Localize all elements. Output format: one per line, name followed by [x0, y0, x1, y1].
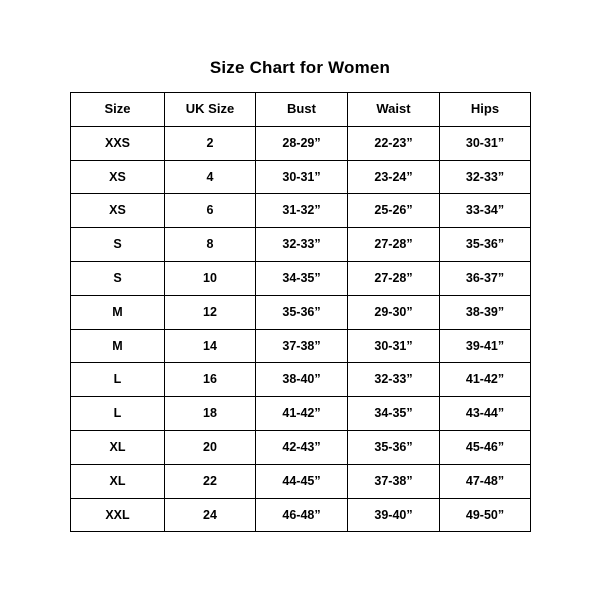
- cell-size: L: [71, 363, 165, 397]
- cell-hips: 30-31”: [440, 126, 531, 160]
- cell-size: S: [71, 261, 165, 295]
- cell-waist: 37-38”: [348, 464, 440, 498]
- cell-uk-size: 2: [165, 126, 256, 160]
- cell-waist: 27-28”: [348, 261, 440, 295]
- cell-bust: 41-42”: [256, 397, 348, 431]
- cell-bust: 35-36”: [256, 295, 348, 329]
- cell-hips: 49-50”: [440, 498, 531, 532]
- cell-uk-size: 6: [165, 194, 256, 228]
- table-header-row: [71, 93, 531, 127]
- cell-hips: 45-46”: [440, 430, 531, 464]
- cell-hips: 38-39”: [440, 295, 531, 329]
- cell-bust: 28-29”: [256, 126, 348, 160]
- cell-waist: 35-36”: [348, 430, 440, 464]
- table-body: [71, 126, 531, 532]
- cell-bust: 37-38”: [256, 329, 348, 363]
- table-row: [71, 228, 531, 262]
- cell-bust: 34-35”: [256, 261, 348, 295]
- cell-size: M: [71, 329, 165, 363]
- cell-bust: 38-40”: [256, 363, 348, 397]
- cell-waist: 25-26”: [348, 194, 440, 228]
- cell-hips: 39-41”: [440, 329, 531, 363]
- table-row: [71, 363, 531, 397]
- size-chart-table: [70, 92, 531, 532]
- cell-uk-size: 22: [165, 464, 256, 498]
- cell-waist: 27-28”: [348, 228, 440, 262]
- cell-hips: 41-42”: [440, 363, 531, 397]
- cell-size: XL: [71, 430, 165, 464]
- cell-uk-size: 16: [165, 363, 256, 397]
- table-row: [71, 160, 531, 194]
- cell-size: XL: [71, 464, 165, 498]
- size-chart-table-container: [70, 92, 530, 532]
- cell-hips: 47-48”: [440, 464, 531, 498]
- cell-waist: 23-24”: [348, 160, 440, 194]
- table-row: [71, 397, 531, 431]
- column-header-uk-size: UK Size: [165, 93, 256, 127]
- cell-size: L: [71, 397, 165, 431]
- cell-waist: 30-31”: [348, 329, 440, 363]
- cell-uk-size: 10: [165, 261, 256, 295]
- cell-waist: 29-30”: [348, 295, 440, 329]
- table-row: [71, 464, 531, 498]
- table-row: [71, 430, 531, 464]
- cell-size: XS: [71, 194, 165, 228]
- cell-hips: 35-36”: [440, 228, 531, 262]
- column-header-waist: Waist: [348, 93, 440, 127]
- cell-size: M: [71, 295, 165, 329]
- cell-uk-size: 18: [165, 397, 256, 431]
- table-header: [71, 93, 531, 127]
- cell-uk-size: 4: [165, 160, 256, 194]
- cell-size: XS: [71, 160, 165, 194]
- table-row: [71, 261, 531, 295]
- cell-bust: 42-43”: [256, 430, 348, 464]
- cell-bust: 32-33”: [256, 228, 348, 262]
- cell-bust: 46-48”: [256, 498, 348, 532]
- column-header-hips: Hips: [440, 93, 531, 127]
- cell-size: S: [71, 228, 165, 262]
- cell-uk-size: 12: [165, 295, 256, 329]
- cell-waist: 39-40”: [348, 498, 440, 532]
- table-row: [71, 498, 531, 532]
- cell-waist: 22-23”: [348, 126, 440, 160]
- cell-uk-size: 14: [165, 329, 256, 363]
- cell-uk-size: 8: [165, 228, 256, 262]
- cell-uk-size: 24: [165, 498, 256, 532]
- table-row: [71, 295, 531, 329]
- cell-hips: 32-33”: [440, 160, 531, 194]
- cell-bust: 31-32”: [256, 194, 348, 228]
- cell-waist: 34-35”: [348, 397, 440, 431]
- cell-hips: 43-44”: [440, 397, 531, 431]
- cell-waist: 32-33”: [348, 363, 440, 397]
- cell-uk-size: 20: [165, 430, 256, 464]
- cell-bust: 44-45”: [256, 464, 348, 498]
- column-header-bust: Bust: [256, 93, 348, 127]
- page-title: Size Chart for Women: [209, 58, 391, 77]
- cell-size: XXL: [71, 498, 165, 532]
- cell-bust: 30-31”: [256, 160, 348, 194]
- table-row: [71, 126, 531, 160]
- column-header-size: Size: [71, 93, 165, 127]
- cell-size: XXS: [71, 126, 165, 160]
- cell-hips: 36-37”: [440, 261, 531, 295]
- table-row: [71, 194, 531, 228]
- table-row: [71, 329, 531, 363]
- cell-hips: 33-34”: [440, 194, 531, 228]
